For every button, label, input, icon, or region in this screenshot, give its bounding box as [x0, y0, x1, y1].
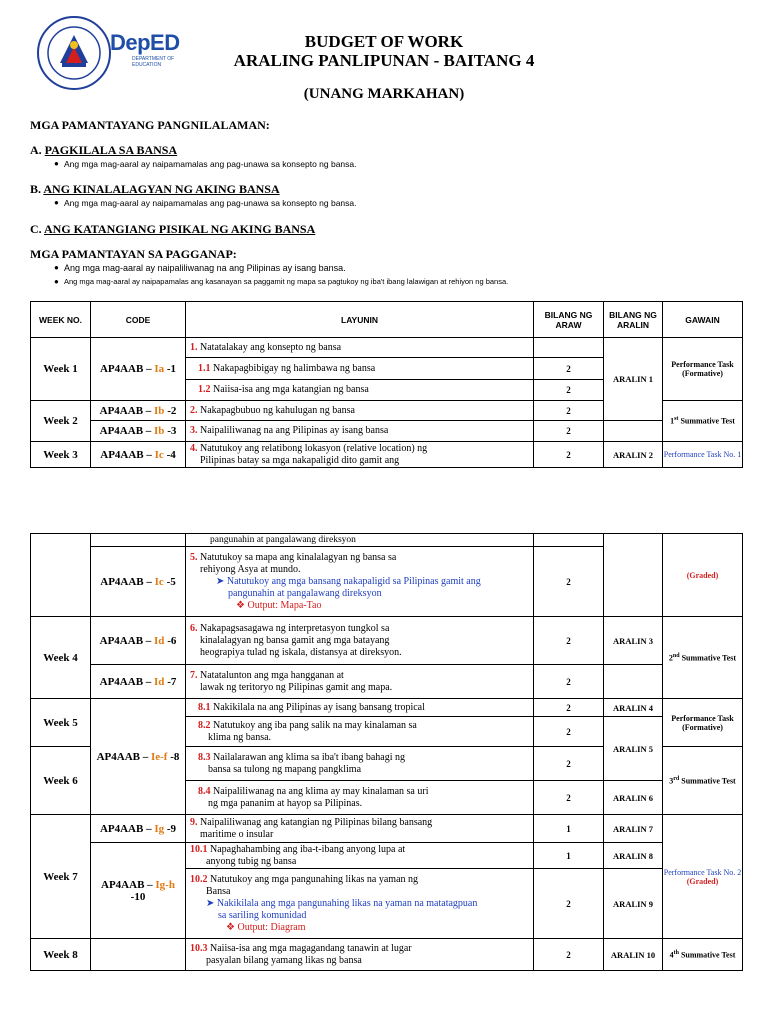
araw-cell: 2 — [534, 547, 604, 617]
code-cell: AP4AAB – Ic -4 — [91, 442, 186, 468]
code-cell: AP4AAB – Ib -2 — [91, 401, 186, 421]
layunin-cell: 1.2 Naiisa-isa ang mga katangian ng bansa — [186, 380, 534, 401]
aralin-cell — [604, 665, 663, 699]
gawain-cell: 4th Summative Test — [663, 939, 743, 971]
diamond-bullet-icon: ❖ — [226, 921, 235, 933]
araw-cell: 2 — [534, 717, 604, 747]
aralin-cell: ARALIN 7 — [604, 815, 663, 843]
code-cell — [91, 939, 186, 971]
aralin-cell: ARALIN 10 — [604, 939, 663, 971]
table-header-row — [31, 302, 743, 338]
header-layunin: LAYUNIN — [186, 302, 534, 338]
araw-cell: 2 — [534, 358, 604, 380]
table-row — [31, 617, 743, 665]
gawain-cell: Performance Task No. 1 — [663, 442, 743, 468]
diamond-bullet-icon: ❖ — [236, 599, 245, 611]
code-cell — [91, 534, 186, 547]
header-week: WEEK NO. — [31, 302, 91, 338]
araw-cell: 2 — [534, 401, 604, 421]
araw-cell: 2 — [534, 869, 604, 939]
layunin-cell: 10.2 Natutukoy ang mga pangunahing likas na yaman ng Bansa ➤ Nakikilala ang mga pangunahing likas na yaman na matatagpuan sa sariling komunidad ❖ Output: Diagram — [186, 869, 534, 939]
week-cell: Week 8 — [31, 939, 91, 971]
aralin-cell — [604, 534, 663, 617]
week-cell: Week 2 — [31, 401, 91, 442]
header-aralin: BILANG NG ARALIN — [604, 302, 663, 338]
araw-cell: 2 — [534, 747, 604, 781]
layunin-cell: 8.2 Natutukoy ang iba pang salik na may kinalaman sa klima ng bansa. — [186, 717, 534, 747]
code-cell: AP4AAB – Ig -9 — [91, 815, 186, 843]
araw-cell: 1 — [534, 843, 604, 869]
gawain-cell: Performance Task (Formative) — [663, 699, 743, 747]
week-cell: Week 4 — [31, 617, 91, 699]
aralin-cell: ARALIN 4 — [604, 699, 663, 717]
document-header — [0, 0, 768, 110]
week-cell: Week 1 — [31, 338, 91, 401]
table-row — [31, 665, 743, 699]
aralin-cell: ARALIN 1 — [604, 338, 663, 421]
layunin-cell: 5. Natutukoy sa mapa ang kinalalagyan ng bansa sa rehiyong Asya at mundo. ➤ Natutukoy ang mga bansang nakapaligid sa Pilipinas gamit ang pangunahin at pangalawang direksyon ❖ Output: Mapa-Tao — [186, 547, 534, 617]
table-row — [31, 815, 743, 843]
gawain-cell: 2nd Summative Test — [663, 617, 743, 699]
aralin-cell: ARALIN 2 — [604, 442, 663, 468]
gawain-cell: (Graded) — [663, 534, 743, 617]
section-c-heading: C. ANG KATANGIANG PISIKAL NG AKING BANSA — [30, 222, 316, 236]
araw-cell: 2 — [534, 699, 604, 717]
week-cell: Week 5 — [31, 699, 91, 747]
araw-cell: 2 — [534, 421, 604, 442]
deped-wordmark-logo: DepED DEPARTMENT OF EDUCATION — [110, 30, 180, 68]
table-row — [31, 421, 743, 442]
performance-standards-heading: MGA PAMANTAYAN SA PAGGANAP: — [30, 247, 237, 261]
araw-cell: 2 — [534, 665, 604, 699]
layunin-cell: 6. Nakapagsasagawa ng interpretasyon tungkol sa kinalalagyan ng bansa gamit ang mga batayang heograpiya tulad ng iskala, distansya at direksyon. — [186, 617, 534, 665]
section-a-bullet: ● Ang mga mag-aaral ay naipamamalas ang pag-unawa sa konsepto ng bansa. — [64, 159, 357, 169]
araw-cell: 2 — [534, 939, 604, 971]
gawain-cell: Performance Task (Formative) — [663, 338, 743, 401]
budget-table-page2 — [30, 533, 743, 971]
week-cell: Week 7 — [31, 815, 91, 939]
code-cell: AP4AAB – Ia -1 — [91, 338, 186, 401]
content-standards-heading: MGA PAMANTAYANG PANGNILALAMAN: — [30, 118, 270, 132]
aralin-cell — [604, 421, 663, 442]
layunin-cell: 8.1 Nakikilala na ang Pilipinas ay isang bansang tropical — [186, 699, 534, 717]
layunin-cell: 10.3 Naiisa-isa ang mga magagandang tanawin at lugar pasyalan bilang yamang likas ng bansa — [186, 939, 534, 971]
table-row — [31, 939, 743, 971]
code-cell: AP4AAB – Id -6 — [91, 617, 186, 665]
document-title: BUDGET OF WORK — [304, 32, 464, 51]
araw-cell: 2 — [534, 442, 604, 468]
araw-cell: 2 — [534, 781, 604, 815]
layunin-cell: 3. Naipaliliwanag na ang Pilipinas ay isang bansa — [186, 421, 534, 442]
aralin-cell: ARALIN 9 — [604, 869, 663, 939]
week-cell: Week 3 — [31, 442, 91, 468]
header-gawain: GAWAIN — [663, 302, 743, 338]
aralin-cell: ARALIN 5 — [604, 717, 663, 781]
araw-cell: 2 — [534, 380, 604, 401]
gawain-cell: 1st Summative Test — [663, 401, 743, 442]
layunin-cell: 7. Natatalunton ang mga hangganan at lawak ng teritoryo ng Pilipinas gamit ang mapa. — [186, 665, 534, 699]
week-cell: Week 6 — [31, 747, 91, 815]
table-row — [31, 699, 743, 717]
gawain-cell: Performance Task No. 2 (Graded) — [663, 815, 743, 939]
layunin-cell: 10.1 Napaghahambing ang iba-t-ibang anyong lupa at anyong tubig ng bansa — [186, 843, 534, 869]
araw-cell: 1 — [534, 815, 604, 843]
araw-cell — [534, 534, 604, 547]
section-b-bullet: ● Ang mga mag-aaral ay naipamamalas ang pag-unawa sa konsepto ng bansa. — [64, 198, 357, 208]
week-cell — [31, 534, 91, 617]
table-row — [31, 338, 743, 358]
table-row — [31, 843, 743, 869]
aralin-cell: ARALIN 3 — [604, 617, 663, 665]
gawain-cell: 3rd Summative Test — [663, 747, 743, 815]
layunin-cell: 8.3 Nailalarawan ang klima sa iba't ibang bahagi ng bansa sa tulong ng mapang pangklima — [186, 747, 534, 781]
aralin-cell: ARALIN 8 — [604, 843, 663, 869]
header-araw: BILANG NG ARAW — [534, 302, 604, 338]
performance-bullet-2: ● Ang mga mag-aaral ay naipapamalas ang kasanayan sa paggamit ng mapa sa pagtukoy ng iba't ibang lalawigan at rehiyon ng bansa. — [64, 277, 508, 286]
code-cell: AP4AAB – Id -7 — [91, 665, 186, 699]
table-row — [31, 534, 743, 547]
code-cell: AP4AAB – Ib -3 — [91, 421, 186, 442]
araw-cell — [534, 338, 604, 358]
document-subtitle: ARALING PANLIPUNAN - BAITANG 4 — [233, 51, 535, 70]
arrow-bullet-icon: ➤ — [216, 575, 225, 587]
code-cell: AP4AAB – Ic -5 — [91, 547, 186, 617]
layunin-cell: 1.1 Nakapagbibigay ng halimbawa ng bansa — [186, 358, 534, 380]
section-a-heading: A. PAGKILALA SA BANSA — [30, 143, 178, 157]
budget-table-page1 — [30, 301, 743, 468]
layunin-cell: 8.4 Naipaliliwanag na ang klima ay may kinalaman sa uri ng mga pananim at hayop sa Pilipinas. — [186, 781, 534, 815]
code-cell: AP4AAB – Ig-h -10 — [91, 843, 186, 939]
layunin-cell: pangunahin at pangalawang direksyon — [186, 534, 534, 547]
araw-cell: 2 — [534, 617, 604, 665]
layunin-cell: 9. Naipaliliwanag ang katangian ng Pilipinas bilang bansang maritime o insular — [186, 815, 534, 843]
layunin-cell: 2. Nakapagbubuo ng kahulugan ng bansa — [186, 401, 534, 421]
performance-bullet-1: ● Ang mga mag-aaral ay naipaliliwanag na ang Pilipinas ay isang bansa. — [64, 263, 346, 273]
arrow-bullet-icon: ➤ — [206, 897, 215, 909]
table-row — [31, 442, 743, 468]
quarter-label: (UNANG MARKAHAN) — [303, 86, 465, 102]
layunin-cell: 4. Natutukoy ang relatibong lokasyon (relative location) ng Pilipinas batay sa mga nakapaligid dito gamit ang — [186, 442, 534, 468]
layunin-cell: 1. Natatalakay ang konsepto ng bansa — [186, 338, 534, 358]
code-cell: AP4AAB – Ie-f -8 — [91, 699, 186, 815]
header-code: CODE — [91, 302, 186, 338]
section-b-heading: B. ANG KINALALAGYAN NG AKING BANSA — [30, 182, 280, 196]
aralin-cell: ARALIN 6 — [604, 781, 663, 815]
